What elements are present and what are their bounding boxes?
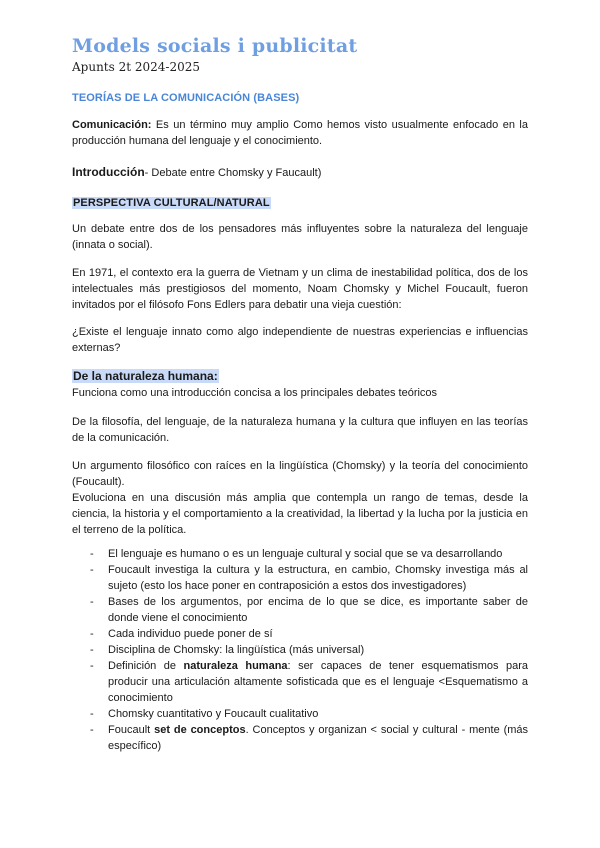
list-item-text: Bases de los argumentos, por encima de lo que se dice, es importante saber de donde viene el conocimiento	[108, 596, 528, 624]
perspectiva-heading: PERSPECTIVA CULTURAL/NATURAL	[73, 197, 270, 209]
naturaleza-intro	[72, 385, 528, 401]
list-item	[72, 642, 528, 658]
bullet-dash: -	[90, 564, 94, 576]
introduccion-text: - Debate entre Chomsky y Faucault)	[144, 167, 322, 179]
list-item-text: : ser capaces de tener esquematismos para producir una articulación altamente sofisticada que es el lenguaje <Esquematismo a conocimiento	[108, 660, 529, 704]
paragraph-text: De la filosofía, del lenguaje, de la naturaleza humana y la cultura que influyen en las teorías de la comunicación.	[72, 416, 528, 444]
list-item	[72, 626, 528, 642]
list-item	[72, 594, 528, 626]
bullet-dash: -	[90, 660, 94, 672]
perspectiva-heading-wrap	[72, 193, 528, 211]
paragraph-question	[72, 324, 528, 356]
naturaleza-heading-wrap	[72, 367, 528, 385]
bullet-list	[72, 546, 528, 754]
introduccion-label: Introducción	[72, 165, 145, 179]
bullet-dash: -	[90, 708, 94, 720]
document-title: Models socials i publicitat	[72, 35, 358, 57]
comunicacion-text: Es un término muy amplio Como hemos visto usualmente enfocado en la producción humana del lenguaje y el conocimiento.	[72, 119, 528, 147]
section-heading-theories: TEORÍAS DE LA COMUNICACIÓN (BASES)	[72, 92, 300, 104]
paragraph-text: En 1971, el contexto era la guerra de Vietnam y un clima de inestabilidad política, dos de los intelectuales más prestigiosos del momento, Noam Chomsky y Michel Foucault, fueron invitados por el filósofo Fons Edlers para debatir una vieja cuestión:	[72, 267, 528, 311]
paragraph-text: Un argumento filosófico con raíces en la lingüística (Chomsky) y la teoría del conocimiento (Foucault).	[72, 460, 528, 488]
bullet-dash: -	[90, 644, 94, 656]
list-item-text: El lenguaje es humano o es un lenguaje cultural y social que se va desarrollando	[108, 548, 503, 560]
comunicacion-label: Comunicación:	[72, 119, 152, 131]
paragraph-text: Evoluciona en una discusión más amplia que contempla un rango de temas, desde la ciencia, la historia y el comportamiento a la creatividad, la libertad y la lucha por la justicia en el terreno de la política.	[72, 492, 528, 536]
list-item	[72, 706, 528, 722]
list-item	[72, 562, 528, 594]
list-item-bold: naturaleza humana	[183, 660, 288, 672]
paragraph-1971	[72, 265, 528, 313]
paragraph-text: Un debate entre dos de los pensadores más influyentes sobre la naturaleza del lenguaje (innata o social).	[72, 223, 528, 251]
paragraph-text: Funciona como una introducción concisa a los principales debates teóricos	[72, 387, 438, 399]
comunicacion-paragraph	[72, 117, 528, 149]
bullet-dash: -	[90, 724, 94, 736]
list-item-bold: set de conceptos	[154, 724, 246, 736]
list-item-text: Foucault investiga la cultura y la estructura, en cambio, Chomsky investiga más al sujeto (esto los hace poner en contraposición a estos dos investigadores)	[108, 564, 528, 592]
list-item-text: Foucault	[108, 724, 155, 736]
bullet-dash: -	[90, 628, 94, 640]
list-item	[72, 546, 528, 562]
introduccion-line	[72, 165, 528, 179]
paragraph-debate	[72, 221, 528, 253]
list-item-text: Cada individuo puede poner de sí	[108, 628, 273, 640]
list-item-text: Disciplina de Chomsky: la lingüística (más universal)	[108, 644, 365, 656]
list-item-text: . Conceptos y organizan < social y cultural - mente (más específico)	[108, 724, 529, 752]
bullet-dash: -	[90, 596, 94, 608]
list-item	[72, 722, 528, 754]
paragraph-text: ¿Existe el lenguaje innato como algo independiente de nuestras experiencias e influencias externas?	[72, 326, 528, 354]
list-item	[72, 658, 528, 706]
paragraph-argumento	[72, 458, 528, 538]
document-subtitle: Apunts 2t 2024-2025	[72, 60, 201, 74]
list-item-text: Chomsky cuantitativo y Foucault cualitativo	[108, 708, 319, 720]
paragraph-filosofia	[72, 414, 528, 446]
naturaleza-heading: De la naturaleza humana:	[73, 369, 218, 383]
bullet-dash: -	[90, 548, 94, 560]
list-item-text: Definición de	[108, 660, 184, 672]
